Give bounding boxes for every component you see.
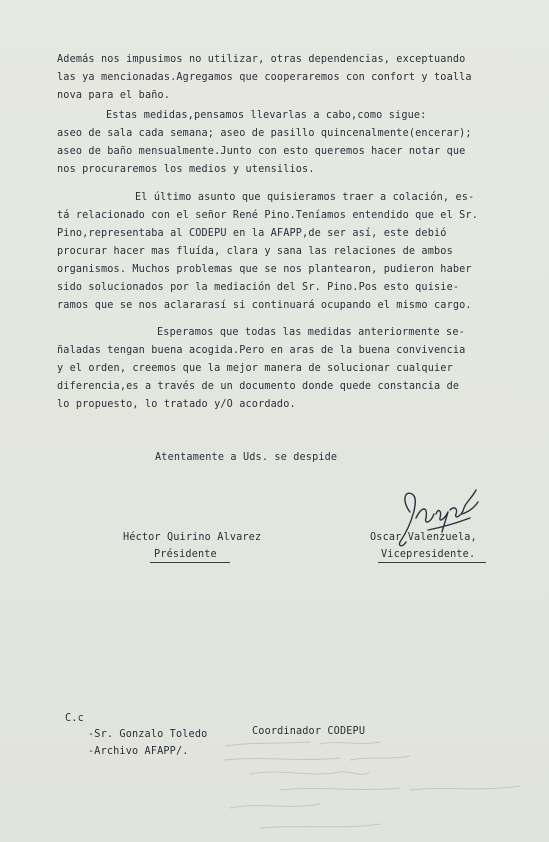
body-line: nos procuraremos los medios y utensilios. xyxy=(57,164,315,175)
handwritten-signature xyxy=(378,484,490,554)
body-line: Estas medidas,pensamos llevarlas a cabo,como sigue: xyxy=(106,110,427,121)
cc-label: C.c xyxy=(65,713,84,724)
bleed-through-marks xyxy=(220,738,540,838)
body-line: aseo de sala cada semana; aseo de pasillo quincenalmente(encerar); xyxy=(57,128,472,139)
body-line: diferencia,es a través de un documento donde quede constancia de xyxy=(57,381,460,392)
body-line: nova para el baño. xyxy=(57,90,171,101)
cc-recipient-2: -Archivo AFAPP/. xyxy=(88,746,189,757)
body-line: las ya mencionadas.Agregamos que cooperaremos con confort y toalla xyxy=(57,72,472,83)
body-line: El último asunto que quisieramos traer a colación, es- xyxy=(135,192,475,203)
signer1-role-underline xyxy=(150,562,230,563)
cc-recipient-1-role: Coordinador CODEPU xyxy=(252,726,366,737)
signer1-role: Présidente xyxy=(154,549,217,560)
body-line: lo propuesto, lo tratado y/O acordado. xyxy=(57,399,296,410)
body-line: Además nos impusimos no utilizar, otras dependencias, exceptuando xyxy=(57,54,466,65)
body-line: sido solucionados por la mediación del Sr. Pino.Pos esto quisie- xyxy=(57,282,460,293)
body-line: Esperamos que todas las medidas anteriormente se- xyxy=(157,327,465,338)
signer1-name: Héctor Quirino Alvarez xyxy=(123,532,262,543)
body-line: tá relacionado con el señor René Pino.Teníamos entendido que el Sr. xyxy=(57,210,478,221)
body-line: aseo de baño mensualmente.Junto con esto queremos hacer notar que xyxy=(57,146,466,157)
body-line: ñaladas tengan buena acogida.Pero en aras de la buena convivencia xyxy=(57,345,466,356)
signer2-role-underline xyxy=(378,562,486,563)
signer2-role: Vicepresidente. xyxy=(381,549,476,560)
body-line: Pino,representaba al CODEPU en la AFAPP,de ser así, este debió xyxy=(57,228,447,239)
cc-recipient-1: -Sr. Gonzalo Toledo xyxy=(88,729,208,740)
body-line: procurar hacer mas fluída, clara y sana las relaciones de ambos xyxy=(57,246,453,257)
signer2-name: Oscar Valenzuela, xyxy=(370,532,477,543)
body-line: ramos que se nos aclararasí si continuará ocupando el mismo cargo. xyxy=(57,300,472,311)
closing-line: Atentamente a Uds. se despide xyxy=(155,452,338,463)
body-line: organismos. Muchos problemas que se nos plantearon, pudieron haber xyxy=(57,264,472,275)
body-line: y el orden, creemos que la mejor manera de solucionar cualquier xyxy=(57,363,453,374)
